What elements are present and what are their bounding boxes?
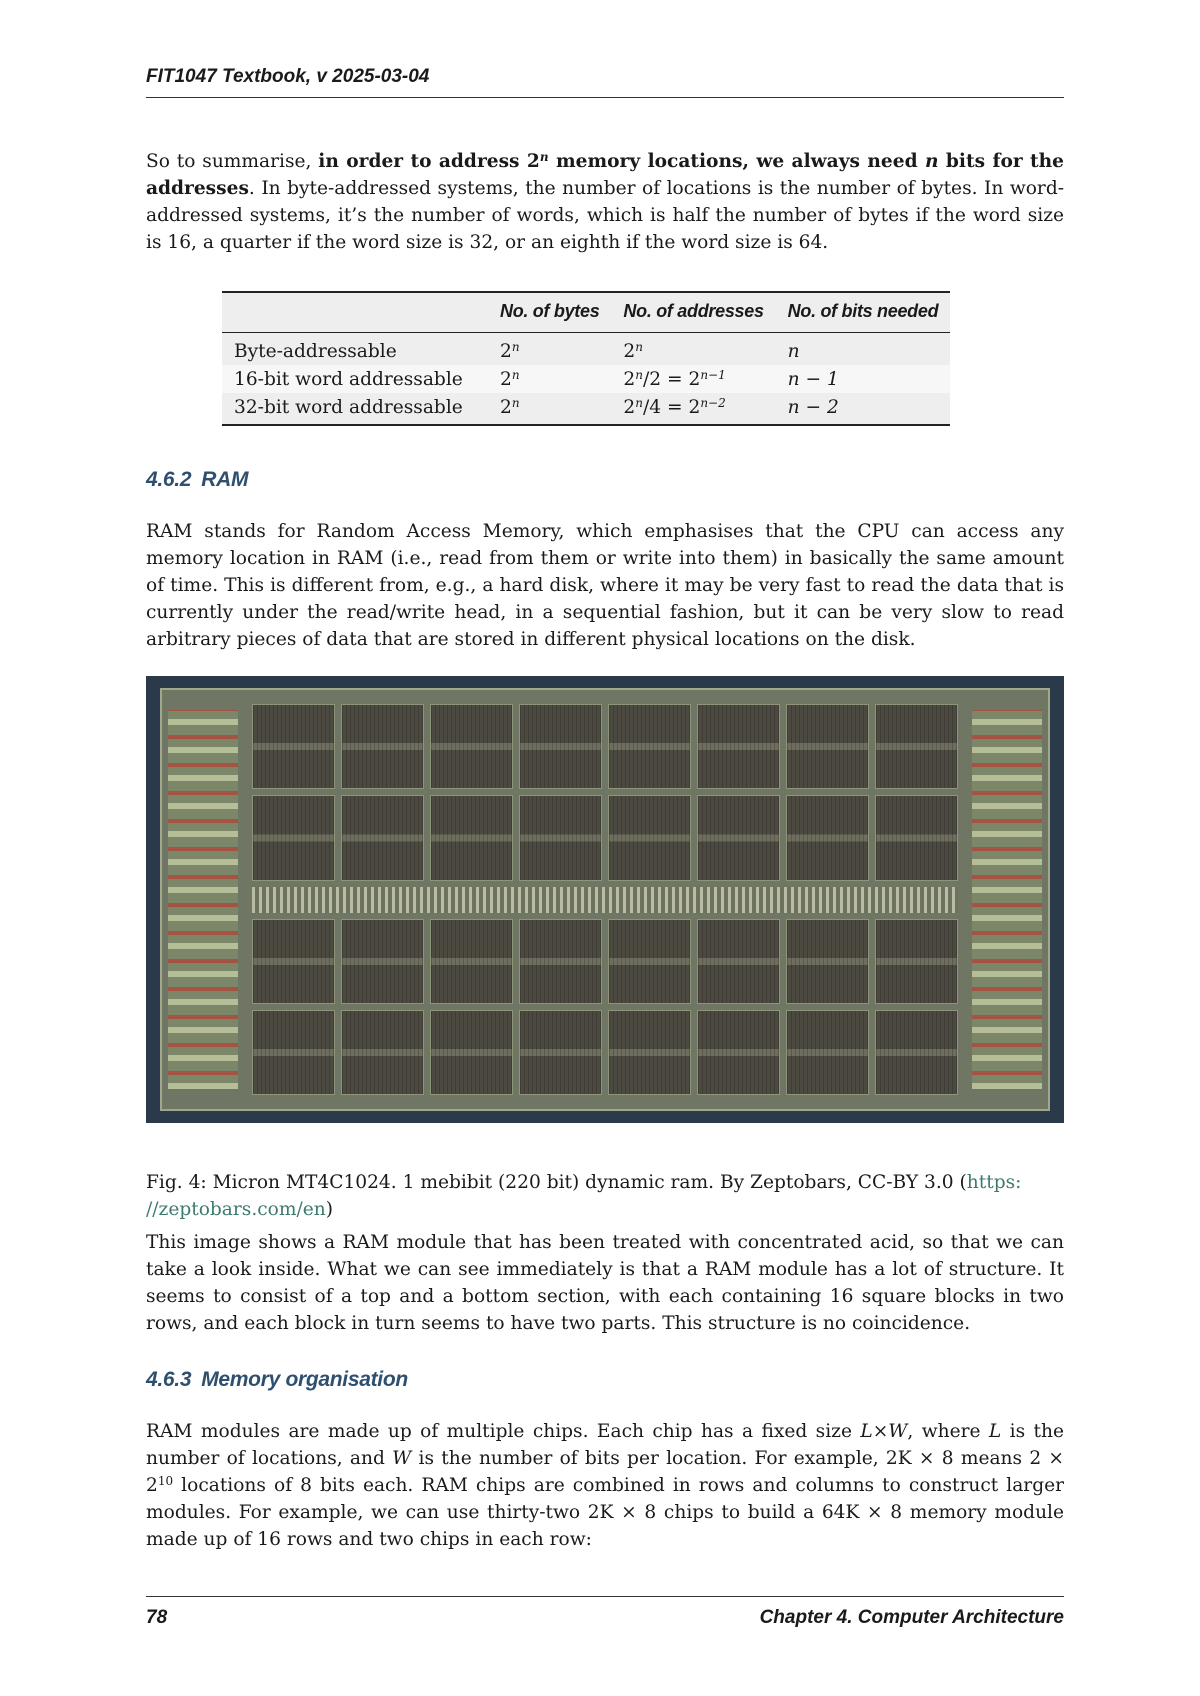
memory-block — [341, 919, 424, 1004]
ram-paragraph: RAM stands for Random Access Memory, which emphasises that the CPU can access any memory location in RAM (i.e., read from them or write into them) in basically the same amount of time. This is different from, e.g., a hard disk, where it may be very fast to read the data that is currently under the read/write head, in a sequential fashion, but it can be very slow to read arbitrary pieces of data that are stored in different physical locations on the disk. — [146, 521, 1064, 650]
memory-block — [608, 919, 691, 1004]
memory-block — [430, 1010, 513, 1095]
memory-block — [341, 1010, 424, 1095]
memory-block — [786, 919, 869, 1004]
bytes-cell: 2$^n$ — [488, 365, 611, 393]
memory-block — [430, 795, 513, 880]
memory-block — [252, 919, 335, 1004]
memory-block — [252, 795, 335, 880]
table-header-bytes: No. of bytes — [488, 292, 611, 333]
memory-block — [341, 704, 424, 789]
bits-cell: n − 2 — [776, 393, 951, 425]
memory-block — [519, 795, 602, 880]
table-header-bits: No. of bits needed — [776, 292, 951, 333]
addressing-table — [222, 291, 950, 426]
memory-array — [252, 704, 958, 1095]
row-label: 16-bit word addressable — [222, 365, 488, 393]
memory-block — [786, 1010, 869, 1095]
memory-block — [252, 704, 335, 789]
bond-pads-left — [168, 710, 238, 1089]
memory-block — [519, 919, 602, 1004]
memory-block — [430, 704, 513, 789]
ram-die-photo — [146, 676, 1064, 1123]
memory-block — [875, 795, 958, 880]
die-body — [160, 688, 1050, 1111]
section-heading-memory-organisation: 4.6.3 Memory organisation — [146, 1368, 408, 1391]
bond-pads-right — [972, 710, 1042, 1089]
section-heading-ram: 4.6.2 RAM — [146, 468, 249, 491]
addresses-cell: $2^n/4 = 2^{n-2}$ — [611, 393, 775, 425]
table-header-blank — [222, 292, 488, 333]
memory-block — [519, 704, 602, 789]
bytes-cell: 2$^n$ — [488, 393, 611, 425]
running-header: FIT1047 Textbook, v 2025-03-04 — [146, 66, 430, 87]
summary-lead: So to summarise, — [146, 151, 319, 172]
header-rule — [146, 97, 1064, 98]
sense-amp-strip — [252, 887, 958, 913]
table-row — [222, 333, 950, 366]
memory-block — [341, 795, 424, 880]
memory-block — [786, 795, 869, 880]
table-row — [222, 393, 950, 425]
bits-cell: n − 1 — [776, 365, 951, 393]
memory-block — [608, 1010, 691, 1095]
row-label: 32-bit word addressable — [222, 393, 488, 425]
memory-block — [697, 919, 780, 1004]
bits-cell: n — [776, 333, 951, 366]
memory-block — [697, 1010, 780, 1095]
summary-paragraph — [146, 148, 1064, 256]
module-paragraph: This image shows a RAM module that has been treated with concentrated acid, so that we can take a look inside. What we can see immediately is that a RAM module has a lot of structure. It seems to consist of a top and a bottom section, with each containing 16 square blocks in two rows, and each block in turn seems to have two parts. This structure is no coincidence. — [146, 1232, 1064, 1334]
table-header-row — [222, 292, 950, 333]
memory-block — [697, 795, 780, 880]
memory-block — [519, 1010, 602, 1095]
memory-block — [430, 919, 513, 1004]
addresses-cell: 2$^n$ — [611, 333, 775, 366]
memory-block — [697, 704, 780, 789]
footer-rule — [146, 1596, 1064, 1597]
table-row — [222, 365, 950, 393]
memory-block — [875, 1010, 958, 1095]
memory-block — [608, 704, 691, 789]
summary-bold: in order to address 2$^n$ memory locations, we always need n bits for the addresses — [146, 150, 1064, 199]
row-label: Byte-addressable — [222, 333, 488, 366]
memory-block — [252, 1010, 335, 1095]
caption-link[interactable]: https: //zeptobars.com/en — [146, 1171, 1022, 1220]
chapter-title: Chapter 4. Computer Architecture — [759, 1607, 1064, 1628]
table-header-addresses: No. of addresses — [611, 292, 775, 333]
memory-block — [875, 919, 958, 1004]
page-number: 78 — [146, 1607, 168, 1628]
summary-rest: . In byte-addressed systems, the number of locations is the number of bytes. In word-addressed systems, it’s the number of words, which is half the number of bytes if the word size is 16, a quarter if the word size is 32, or an eighth if the word size is 64. — [146, 178, 1064, 253]
addresses-cell: $2^n/2 = 2^{n-1}$ — [611, 365, 775, 393]
memory-block — [875, 704, 958, 789]
memory-block — [608, 795, 691, 880]
figure-caption: Fig. 4: Micron MT4C1024. 1 mebibit (220 bit) dynamic ram. By Zeptobars, CC-BY 3.0 (https: //zeptobars.com/en) — [146, 1171, 1022, 1220]
memory-block — [786, 704, 869, 789]
organisation-paragraph: RAM modules are made up of multiple chips. Each chip has a fixed size L×W, where L is the number of locations, and W is the number of bits per location. For example, 2K × 8 means $2 \times 2^{10}$ locations of 8 bits each. RAM chips are combined in rows and columns to construct larger modules. For example, we can use thirty-two 2K × 8 chips to build a 64K × 8 memory module made up of 16 rows and two chips in each row: — [146, 1421, 1064, 1550]
bytes-cell: 2$^n$ — [488, 333, 611, 366]
